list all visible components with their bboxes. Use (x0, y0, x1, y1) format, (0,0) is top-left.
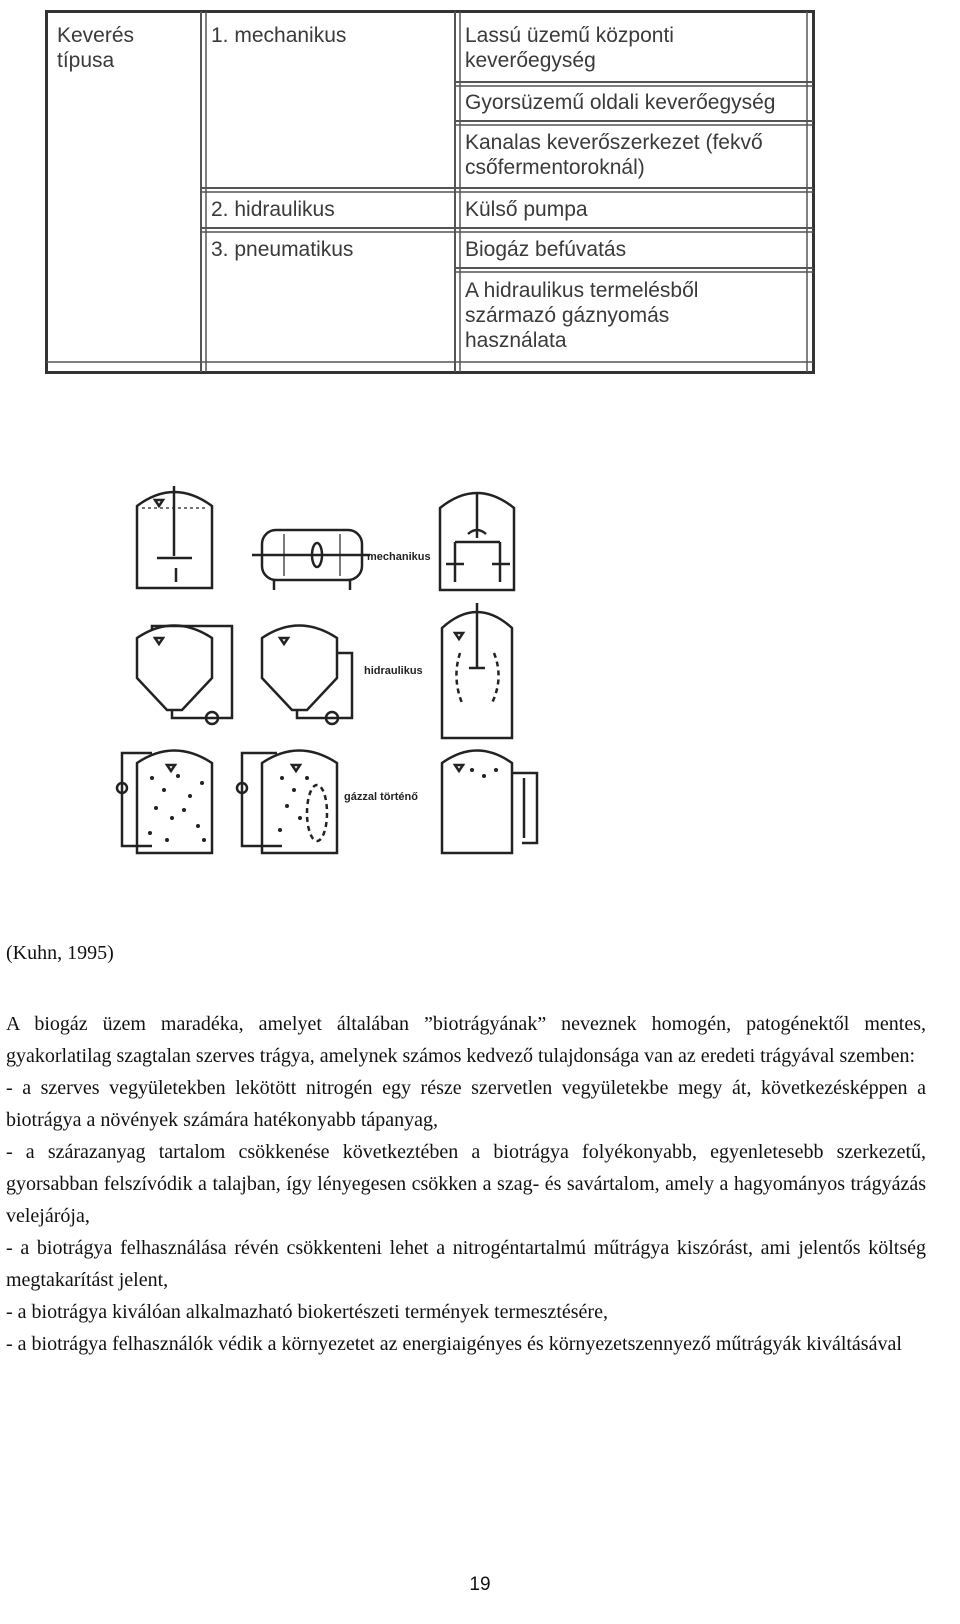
list-item: - a biotrágya felhasználása révén csökkenteni lehet a nitrogéntartalmú műtrágya kiszórást, ami jelentős költség megtakarítást jelent, (6, 1237, 926, 1291)
body-text (6, 1008, 926, 1360)
table-row-type: 3. pneumatikus (211, 238, 354, 261)
intro-paragraph: A biogáz üzem maradéka, amelyet általában ”biotrágyának” neveznek homogén, patogénektől mentes, gyakorlatilag szagtalan szerves trágya, amelynek számos kedvező tulajdonsága van az eredeti trágyával szemben: (6, 1013, 926, 1067)
tank-external-pump-1 (137, 626, 232, 725)
tank-gas-injection-1 (117, 751, 212, 854)
list-item: - a szárazanyag tartalom csökkenése következtében a biotrágya folyékonyabb, egyenletesebb szerkezetű, gyorsabban felszívódik a talajban, így lényegesen csökken a szag- és savártalom, amely a hagyományos trágyázás velejárója, (6, 1141, 926, 1227)
label-mechanical: mechanikus (367, 551, 431, 563)
tank-gas-injection-2 (237, 751, 337, 854)
table-cell-method: Kanalas keverőszerkezet (fekvő csőfermentoroknál) (465, 131, 763, 179)
table-cell-method: Biogáz befúvatás (465, 238, 627, 261)
list-item: - a biotrágya felhasználók védik a környezetet az energiaigényes és környezetszennyező műtrágyák kiváltásával (6, 1333, 902, 1355)
table-cell-method: Gyorsüzemű oldali keverőegység (465, 91, 776, 114)
citation: (Kuhn, 1995) (6, 942, 114, 964)
mixing-types-table (45, 10, 815, 374)
table-cell-method: Külső pumpa (465, 198, 588, 221)
page-number: 19 (469, 1574, 491, 1595)
gas-bubbles (148, 768, 498, 842)
list-item: - a szerves vegyületekben lekötött nitrogén egy része szervetlen vegyületekbe megy át, következésképpen a biotrágya a növények számára hatékonyabb tápanyag, (6, 1077, 926, 1131)
table-header-mixing-type: Keverés típusa (57, 24, 135, 72)
tank-gas-pressure (442, 751, 537, 854)
mixing-methods-figure (112, 478, 560, 858)
label-gas: gázzal történő (344, 791, 418, 803)
table-row-type: 2. hidraulikus (211, 198, 335, 221)
table-row-type: 1. mechanikus (211, 24, 347, 47)
table-cell-method: A hidraulikus termelésből származó gáznyomás használata (465, 279, 699, 352)
tank-side-mixer (440, 493, 514, 590)
tank-internal-propeller (442, 603, 512, 738)
tank-external-pump-2 (262, 626, 352, 725)
label-hydraulic: hidraulikus (364, 665, 423, 677)
tank-central-mixer (137, 486, 212, 588)
table-cell-method: Lassú üzemű központi keverőegység (465, 24, 674, 72)
horizontal-tube-fermenter (252, 530, 370, 590)
list-item: - a biotrágya kiválóan alkalmazható biokertészeti termények termesztésére, (6, 1301, 608, 1323)
